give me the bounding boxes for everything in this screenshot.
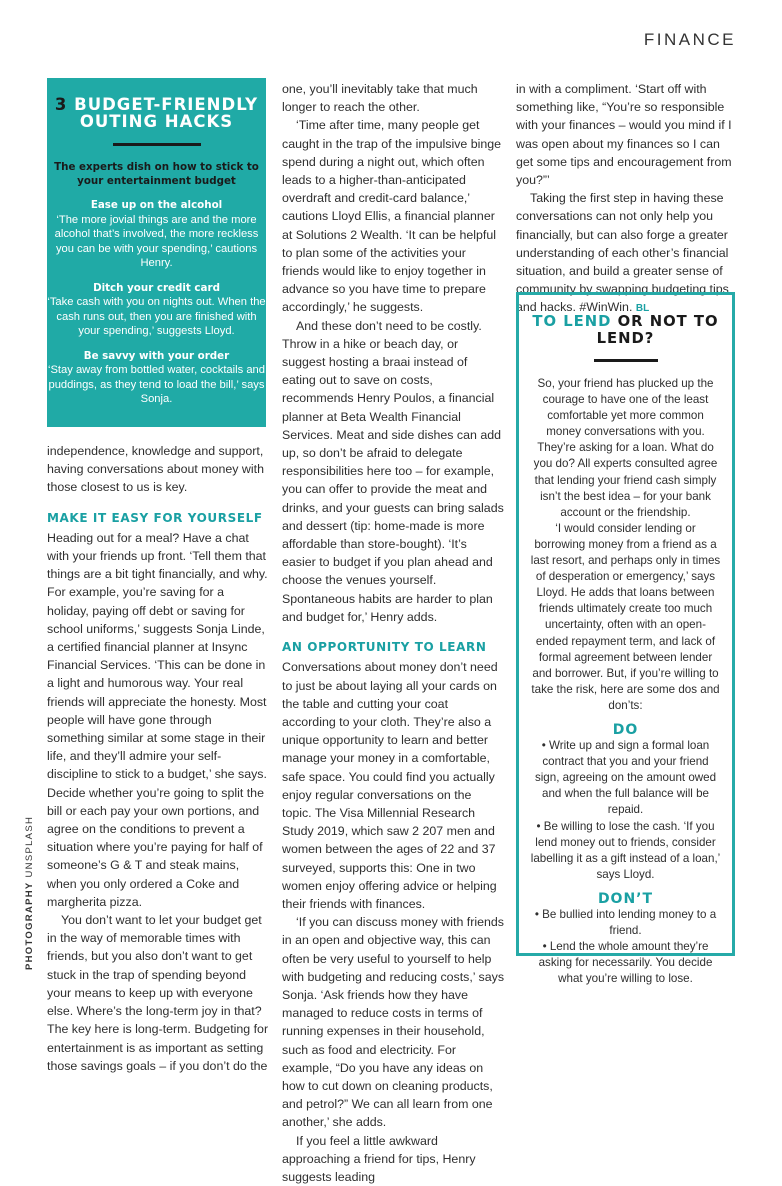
article-column-1 (47, 442, 269, 1075)
paragraph: ‘If you can discuss money with friends in an open and objective way, this can often be very useful to yourself to help with budgeting and reducing costs,’ says Sonja. ‘Ask friends how they have managed to reduce costs in terms of running expenses in their household, such as food and electricity. For example, “Do you have any ideas on how to cut down on cleaning products, and petrol?” We can all learn from one another,’ she adds. (282, 915, 505, 1130)
subheading: AN OPPORTUNITY TO LEARN (282, 640, 487, 655)
do-item: • Be willing to lose the cash. ‘If you lend money out to friends, consider labelling it as a gift instead of a loan,’ says Lloyd. (530, 819, 721, 881)
sidebar-title-line2: OUTING HACKS (79, 112, 234, 131)
dont-item: • Lend the whole amount they’re asking for necessarily. You decide what you’re willing to lose. (538, 940, 713, 986)
paragraph: one, you’ll inevitably take that much longer to reach the other. (282, 82, 478, 115)
dont-heading: DON’T (597, 890, 654, 907)
paragraph: Conversations about money don’t need to just be about laying all your cards on the table and cutting your coat according to your cloth. They’re also a unique opportunity to learn and better manage your money in a comfortable, safe space. You could find you actually enjoy regular conversations on the topic. The Visa Millennial Research Study 2019, which saw 2 207 men and women between the ages of 22 and 37 surveyed, supports this: One in two women enjoy offering advice or helping their friends with finances. (282, 660, 498, 911)
paragraph: You don’t want to let your budget get in the way of memorable times with friends, but you also don’t want to get stuck in the trap of spending beyond your means to keep up with everyone else. Where’s the long-term joy in that? The key here is long-term. Budgeting for entertainment is as important as setting those savings goals – if you don’t do the (47, 913, 269, 1073)
tip-text: ‘The more jovial things are and the more alcohol that’s involved, the more reckless you can be with your spending,’ cautions Henry. (54, 213, 259, 269)
paragraph: And these don’t need to be costly. Throw in a hike or beach day, or suggest hosting a braai instead of eating out to save on costs, recommends Henry Poulos, a financial planner at Beta Wealth Financial Services. Meat and side dishes can add up, so don’t be afraid to delegate responsibilities here too – for example, you can offer to provide the meat and drinks, and your guests can bring salads and dessert (tip: home-made is more affordable than store-bought). ‘It’s easier to budget if you plan ahead and choose the venues yourself. Spontaneous habits are harder to plan and budget for,’ Henry adds. (282, 318, 504, 624)
paragraph: independence, knowledge and support, having conversations about money with those closest to us is key. (47, 444, 264, 495)
lend-intro: So, your friend has plucked up the courage to have one of the least comfortable yet more common money conversations with you. They’re asking for a loan. What do you do? All experts consulted agree that lending your friend cash simply isn’t the best idea – for your bank account or the friendship. (533, 377, 718, 519)
tip-title: Ditch your credit card (93, 281, 220, 294)
section-label: FINANCE (643, 30, 736, 49)
paragraph: in with a compliment. ‘Start off with something like, “You’re so responsible with your finances – would you mind if I was open about my finances so I can get some tips and encouragement from you?”’ (516, 82, 732, 188)
tip-title: Ease up on the alcohol (90, 199, 223, 211)
paragraph: Heading out for a meal? Have a chat with your friends up front. ‘Tell them that things are a bit tight financially, and why. For example, you’re saving for a holiday, paying off debt or saving for school uniforms,’ suggests Sonja Linde, a certified financial planner at Insync Financial Services. ‘This can be done in a light and humorous way. Your real friends will appreciate the honesty. Most people will have gone through something similar at some stage in their life, and they’ll admire your self-discipline to stick to a budget,’ she says. Decide whether you’re going to split the bill or each pay your own portions, and agree on the conditions to prevent a situation where you’re paying for half of someone’s G & T and steak mains, when you only ordered a Coke and margherita pizza. (47, 530, 268, 909)
sidebar-tip (47, 281, 266, 339)
sidebar-tip (47, 349, 266, 407)
do-item: • Write up and sign a formal loan contract that you and your friend sign, agreeing on the amount owed and when the full balance will be repaid. (534, 739, 717, 817)
lend-quote: ‘I would consider lending or borrowing money from a friend as a last resort, and perhaps only in times of desperation or emergency,’ says Lloyd. He adds that loans between friends ultimately create too much uncertainty, often with an open-ended repayment term, and lack of formal agreement between lender and borrower. But, if you’re willing to take the risk, here are some dos and don’ts: (530, 521, 721, 712)
sidebar-intro: The experts dish on how to stick to your entertainment budget (54, 161, 259, 187)
photo-credit (24, 815, 38, 970)
photo-credit-label: PHOTOGRAPHY (24, 881, 35, 970)
paragraph: If you feel a little awkward approaching a friend for tips, Henry suggests leading (282, 1133, 476, 1184)
do-heading: DO (612, 721, 639, 738)
tip-text: ‘Stay away from bottled water, cocktails and puddings, as they tend to load the bill,’ says Sonja. (47, 364, 265, 405)
sidebar-tip (47, 198, 266, 271)
dont-item: • Be bullied into lending money to a friend. (534, 908, 717, 938)
budget-hacks-sidebar (47, 78, 266, 427)
photo-credit-source: UNSPLASH (24, 815, 35, 882)
lend-title-accent: TO LEND (532, 313, 612, 330)
lend-divider (594, 359, 658, 362)
sidebar-divider (113, 143, 201, 146)
sidebar-title-line1: BUDGET-FRIENDLY (67, 95, 259, 114)
lend-title (519, 313, 732, 347)
tip-text: ‘Take cash with you on nights out. When the cash runs out, then you are finished with your spending,’ suggests Lloyd. (47, 296, 266, 337)
paragraph: ‘Time after time, many people get caught in the trap of the impulsive binge spend during a night out, which often leads to a higher-than-anticipated overdraft and credit-card balance,’ cautions Lloyd Ellis, a financial planner at Solutions 2 Wealth. ‘It can be helpful to plan some of the activities your friends would like to enjoy together in advance so you have time to prepare accordingly,’ he suggests. (282, 118, 502, 315)
lend-title-rest: OR NOT TO LEND? (596, 313, 719, 347)
article-column-2 (282, 80, 504, 1186)
end-mark-icon: BL (635, 303, 650, 315)
tip-title: Be savvy with your order (83, 349, 230, 362)
sidebar-title-number: 3 (54, 95, 68, 114)
sidebar-title (47, 96, 266, 130)
paragraph-text: Taking the first step in having these conversations can not only help you financially, but can also forge a greater understanding of each other’s financial situation, and build a greater sense of community by swapping budgeting tips and hacks. #WinWin. (516, 191, 729, 315)
lend-sidebar (516, 292, 735, 986)
article-column-3 (516, 80, 738, 319)
subheading: MAKE IT EASY FOR YOURSELF (47, 510, 263, 525)
